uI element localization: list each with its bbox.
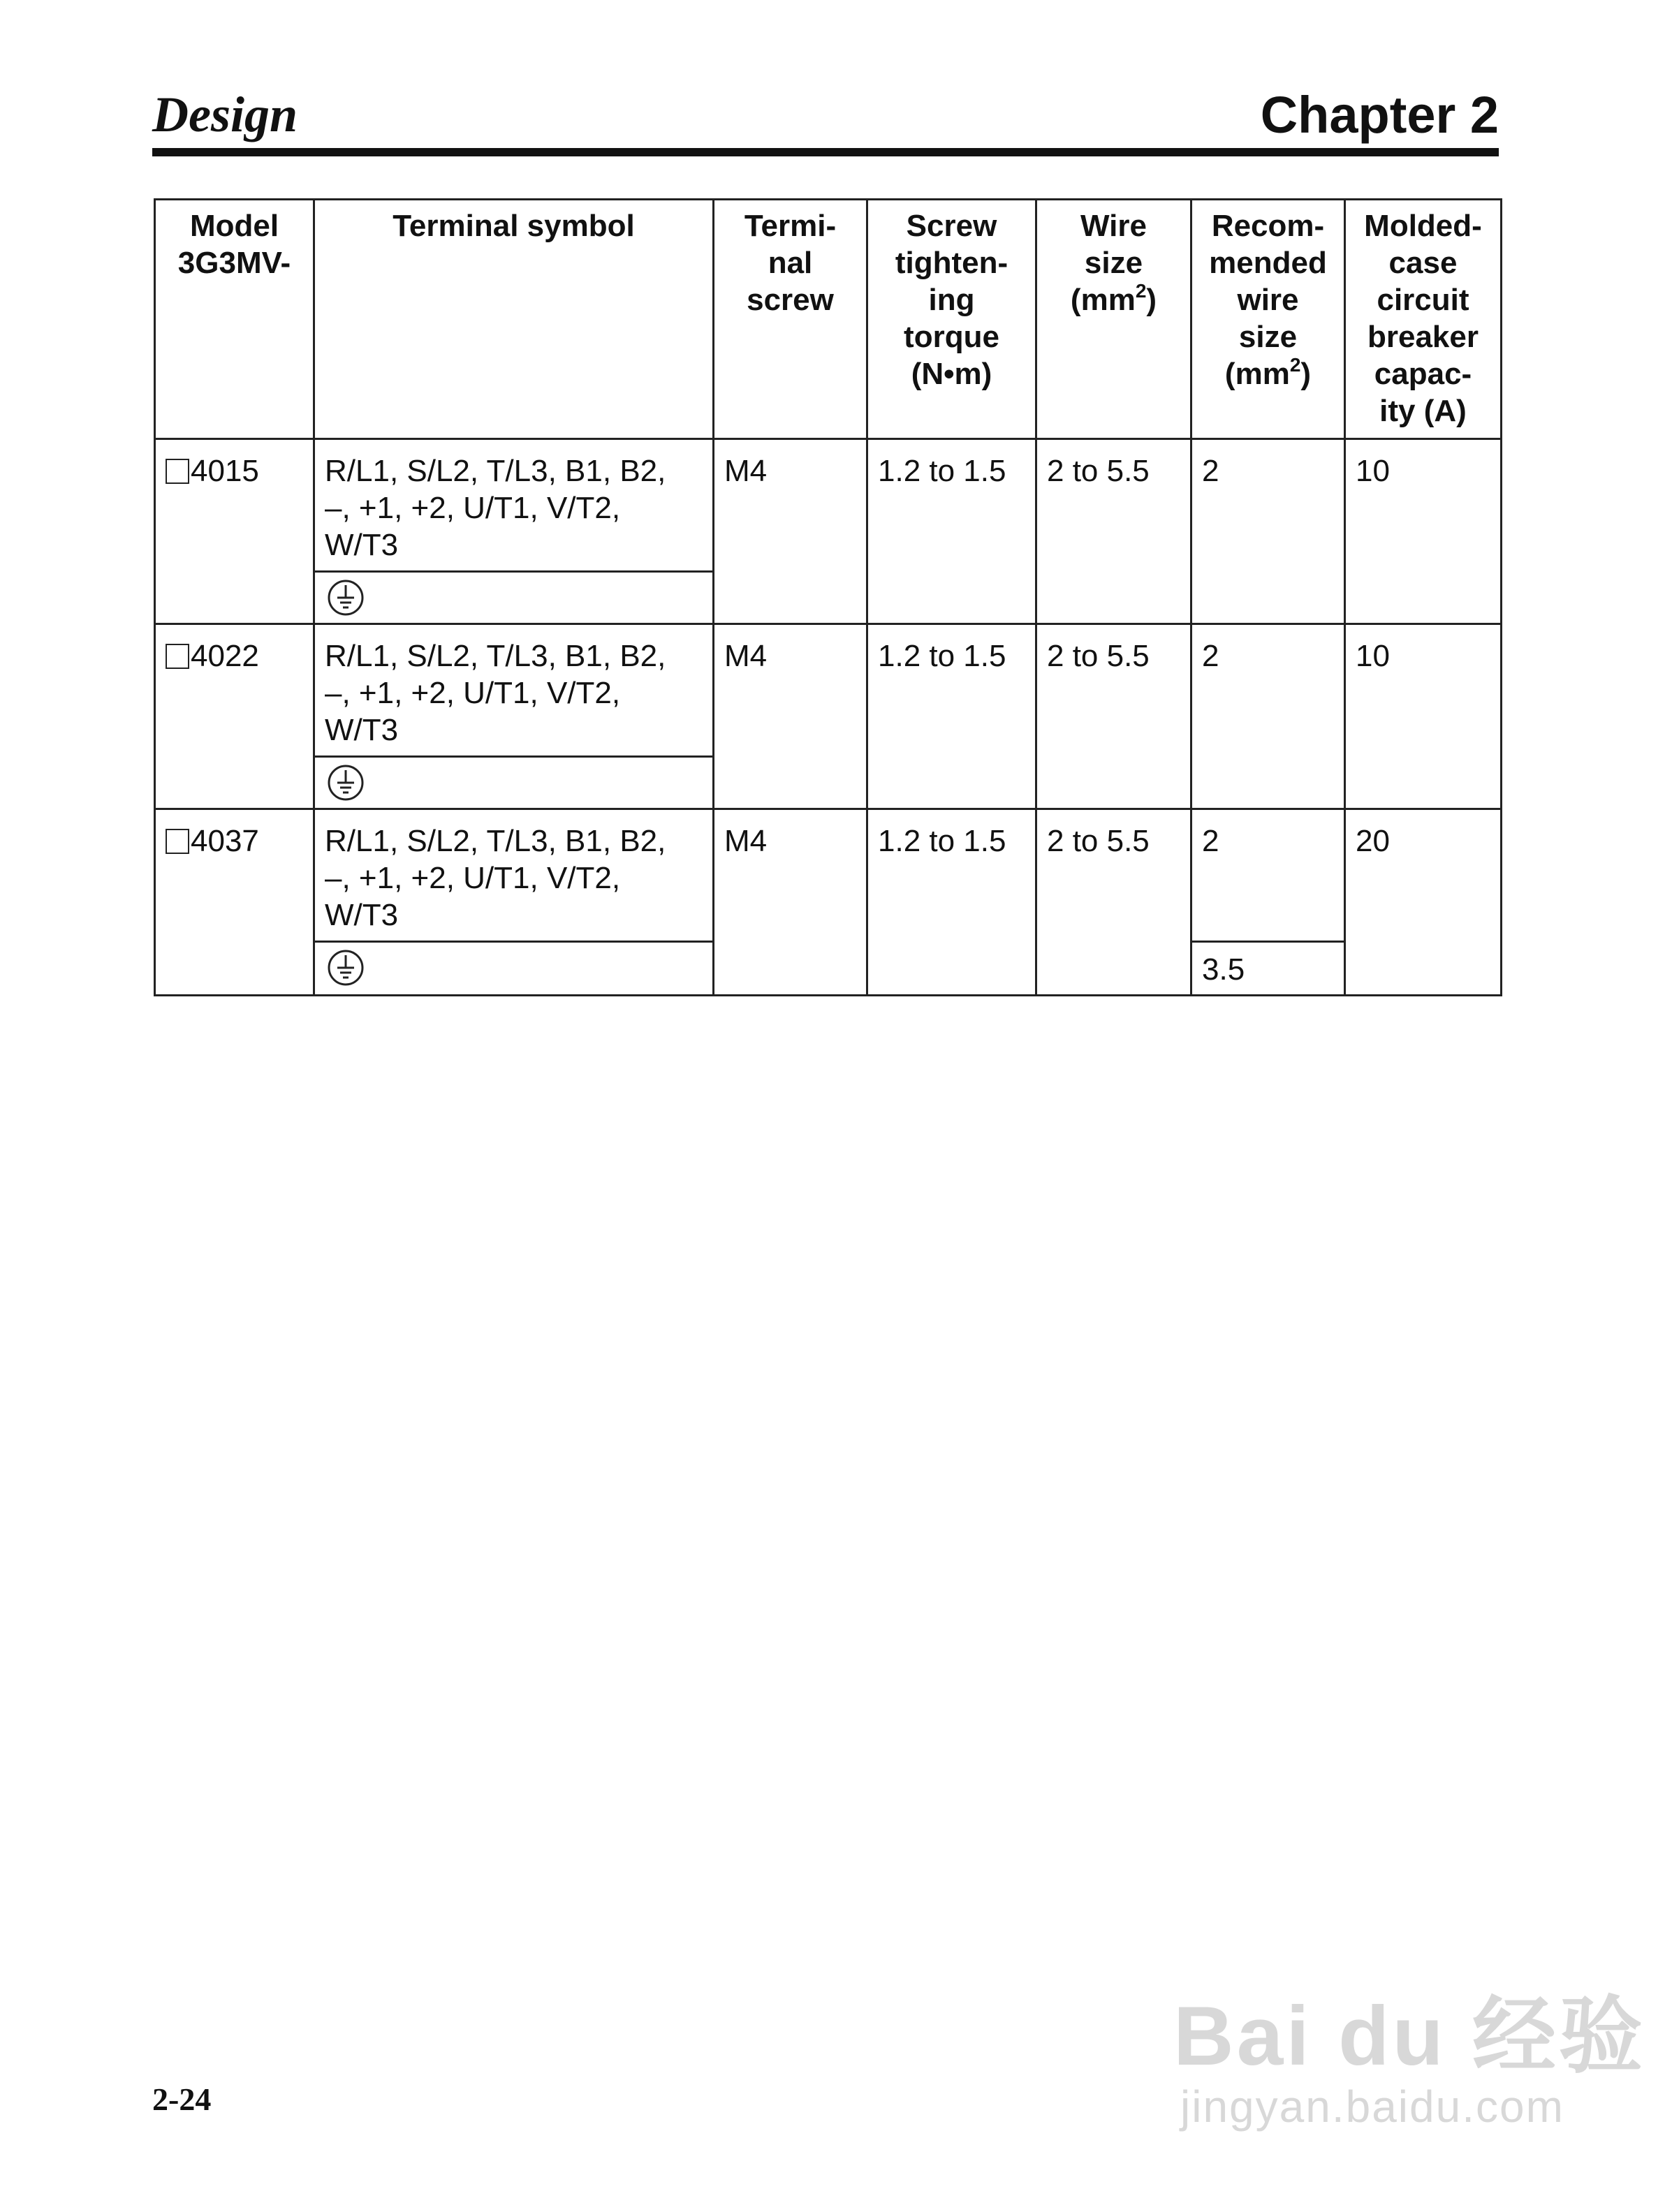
watermark-url: jingyan.baidu.com (1180, 2081, 1564, 2132)
torque-cell: 1.2 to 1.5 (867, 624, 1036, 809)
col-header-wire-size: Wire size $(mm^2)$ (1036, 200, 1191, 439)
recommended-wire-cell: 2 (1191, 624, 1345, 809)
model-prefix-box (166, 644, 189, 669)
breaker-capacity-cell: 10 (1345, 624, 1502, 809)
terminal-symbol-cell: R/L1, S/L2, T/L3, B1, B2, –, +1, +2, U/T1, V/T2, W/T3 (314, 809, 714, 942)
terminal-spec-table (154, 198, 1502, 996)
table-row (155, 439, 1502, 572)
model-cell: 4022 (155, 624, 314, 809)
ground-symbol-icon (325, 762, 367, 804)
recommended-wire-cell: 2 (1191, 809, 1345, 942)
terminal-screw-cell: M4 (714, 809, 867, 996)
wire-size-cell: 2 to 5.5 (1036, 624, 1191, 809)
col-header-torque: Screw tighten- ing torque (N•m) (867, 200, 1036, 439)
wire-size-cell: 2 to 5.5 (1036, 809, 1191, 996)
model-prefix-box (166, 829, 189, 854)
ground-terminal-cell (314, 757, 714, 809)
ground-terminal-cell (314, 942, 714, 996)
terminal-screw-cell: M4 (714, 624, 867, 809)
col-header-recommended-wire-size: Recom- mended wire size $(mm^2)$ (1191, 200, 1345, 439)
torque-cell: 1.2 to 1.5 (867, 809, 1036, 996)
recommended-ground-wire-cell: 3.5 (1191, 942, 1345, 996)
terminal-symbol-cell: R/L1, S/L2, T/L3, B1, B2, –, +1, +2, U/T1, V/T2, W/T3 (314, 624, 714, 757)
breaker-capacity-cell: 10 (1345, 439, 1502, 624)
model-cell: 4037 (155, 809, 314, 996)
page-number: 2-24 (152, 2081, 212, 2117)
watermark-brand: Bai du 经验 (1173, 1989, 1646, 2083)
torque-cell: 1.2 to 1.5 (867, 439, 1036, 624)
table-row (155, 809, 1502, 942)
col-header-breaker-capacity: Molded- case circuit breaker capac- ity (A) (1345, 200, 1502, 439)
col-header-terminal-symbol: Terminal symbol (314, 200, 714, 439)
ground-symbol-icon (325, 577, 367, 619)
terminal-screw-cell: M4 (714, 439, 867, 624)
breaker-capacity-cell: 20 (1345, 809, 1502, 996)
chapter-title: Chapter 2 (1260, 86, 1499, 144)
model-cell: 4015 (155, 439, 314, 624)
model-prefix-box (166, 459, 189, 484)
terminal-symbol-cell: R/L1, S/L2, T/L3, B1, B2, –, +1, +2, U/T1, V/T2, W/T3 (314, 439, 714, 572)
section-title: Design (152, 87, 298, 142)
wire-size-cell: 2 to 5.5 (1036, 439, 1191, 624)
ground-symbol-icon (325, 947, 367, 989)
header-rule (152, 148, 1499, 156)
ground-terminal-cell (314, 572, 714, 624)
col-header-terminal-screw: Termi- nal screw (714, 200, 867, 439)
table-header-row (155, 200, 1502, 439)
table-row (155, 624, 1502, 757)
recommended-wire-cell: 2 (1191, 439, 1345, 624)
col-header-model: Model 3G3MV- (155, 200, 314, 439)
